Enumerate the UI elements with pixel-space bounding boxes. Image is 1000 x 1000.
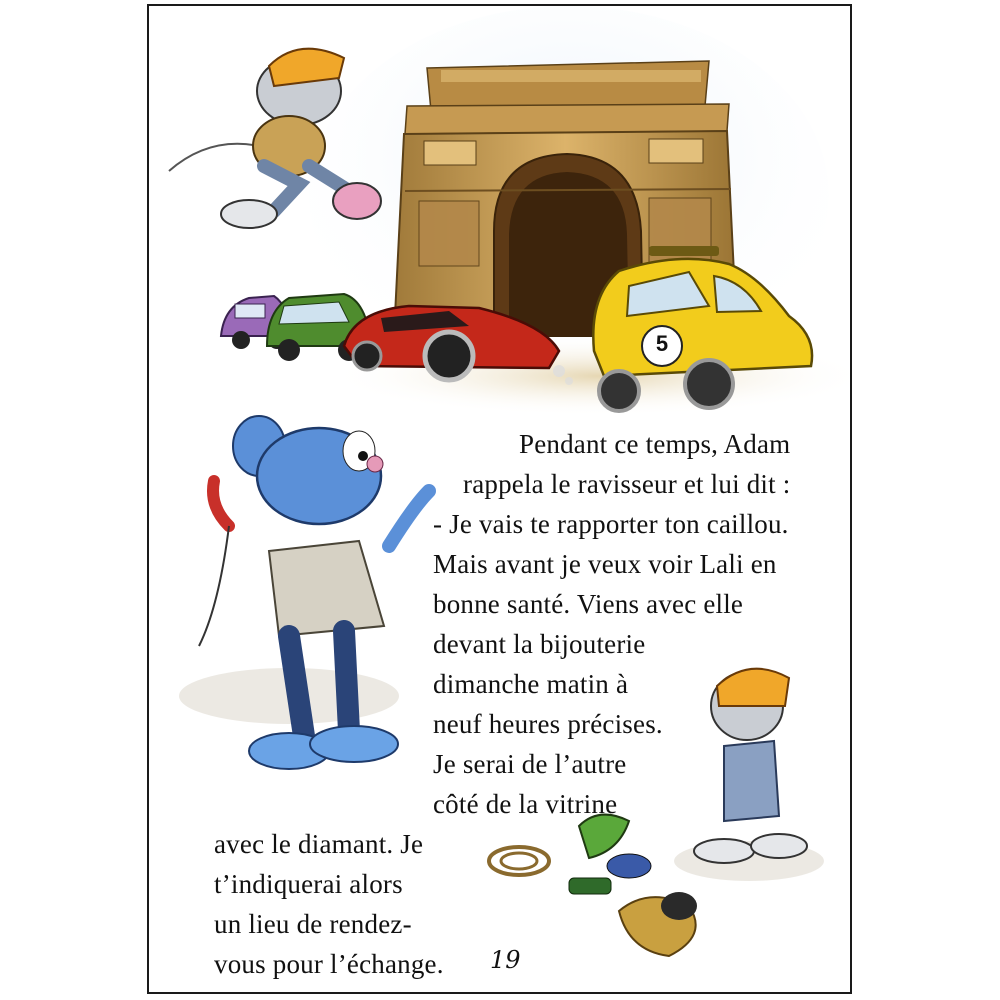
story-line-7: dimanche matin à — [433, 669, 629, 699]
grey-mouse-standing — [674, 669, 824, 881]
book-page — [147, 4, 852, 994]
story-line-13: un lieu de rendez- — [214, 909, 412, 939]
story-line-10: côté de la vitrine — [433, 789, 618, 819]
story-line-8: neuf heures précises. — [433, 709, 663, 739]
story-line-11: avec le diamant. Je — [214, 829, 424, 859]
page-number: 19 — [490, 946, 521, 974]
story-line-3: - Je vais te rapporter ton caillou. — [433, 509, 789, 539]
car-number: 5 — [655, 331, 669, 356]
story-line-9: Je serai de l’autre — [433, 749, 627, 779]
story-line-14: vous pour l’échange. — [214, 949, 444, 979]
story-line-12: t’indiquerai alors — [214, 869, 403, 899]
story-line-5: bonne santé. Viens avec elle — [433, 589, 744, 619]
blue-mouse-adam — [179, 416, 429, 769]
dropped-objects — [489, 815, 697, 956]
story-line-4: Mais avant je veux voir Lali en — [433, 549, 777, 579]
story-line-6: devant la bijouterie — [433, 629, 646, 659]
story-line-2: rappela le ravisseur et lui dit : — [463, 469, 791, 499]
story-line-1: Pendant ce temps, Adam — [519, 429, 791, 459]
